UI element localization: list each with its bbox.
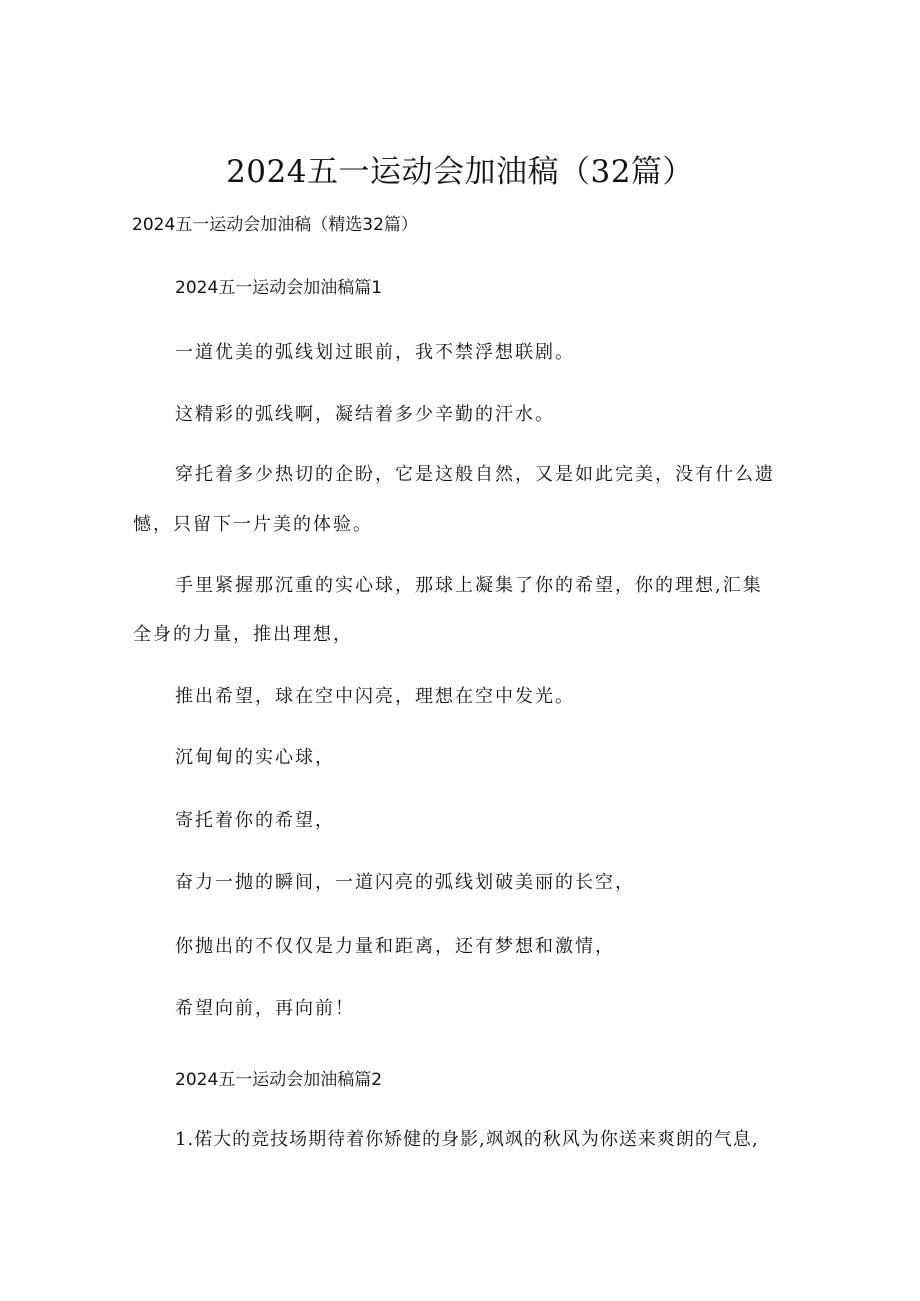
document-subtitle: 2024五一运动会加油稿（精选32篇） bbox=[132, 215, 418, 235]
paragraph-line: 推出希望，球在空中闪亮，理想在空中发光。 bbox=[175, 686, 575, 707]
paragraph-line: 穿托着多少热切的企盼，它是这般自然，又是如此完美，没有什么遗 bbox=[175, 464, 775, 485]
paragraph-line-continued: 憾，只留下一片美的体验。 bbox=[133, 514, 373, 535]
paragraph-line: 1.偌大的竞技场期待着你矫健的身影,飒飒的秋风为你送来爽朗的气息, bbox=[175, 1129, 759, 1150]
paragraph-line: 这精彩的弧线啊，凝结着多少辛勤的汗水。 bbox=[175, 404, 555, 425]
document-title: 2024五一运动会加油稿（32篇） bbox=[226, 154, 694, 190]
paragraph-line: 你抛出的不仅仅是力量和距离，还有梦想和激情， bbox=[175, 936, 615, 957]
paragraph-line: 希望向前，再向前！ bbox=[175, 998, 355, 1019]
paragraph-line: 手里紧握那沉重的实心球，那球上凝集了你的希望，你的理想,汇集 bbox=[175, 575, 763, 596]
paragraph-line: 奋力一抛的瞬间，一道闪亮的弧线划破美丽的长空， bbox=[175, 872, 635, 893]
section-heading-2: 2024五一运动会加油稿篇2 bbox=[175, 1070, 383, 1090]
paragraph-line: 一道优美的弧线划过眼前，我不禁浮想联剧。 bbox=[175, 342, 575, 363]
section-heading-1: 2024五一运动会加油稿篇1 bbox=[175, 278, 383, 298]
paragraph-line: 寄托着你的希望， bbox=[175, 810, 335, 831]
paragraph-line: 沉甸甸的实心球， bbox=[175, 747, 335, 768]
paragraph-line-continued: 全身的力量，推出理想， bbox=[133, 624, 353, 645]
